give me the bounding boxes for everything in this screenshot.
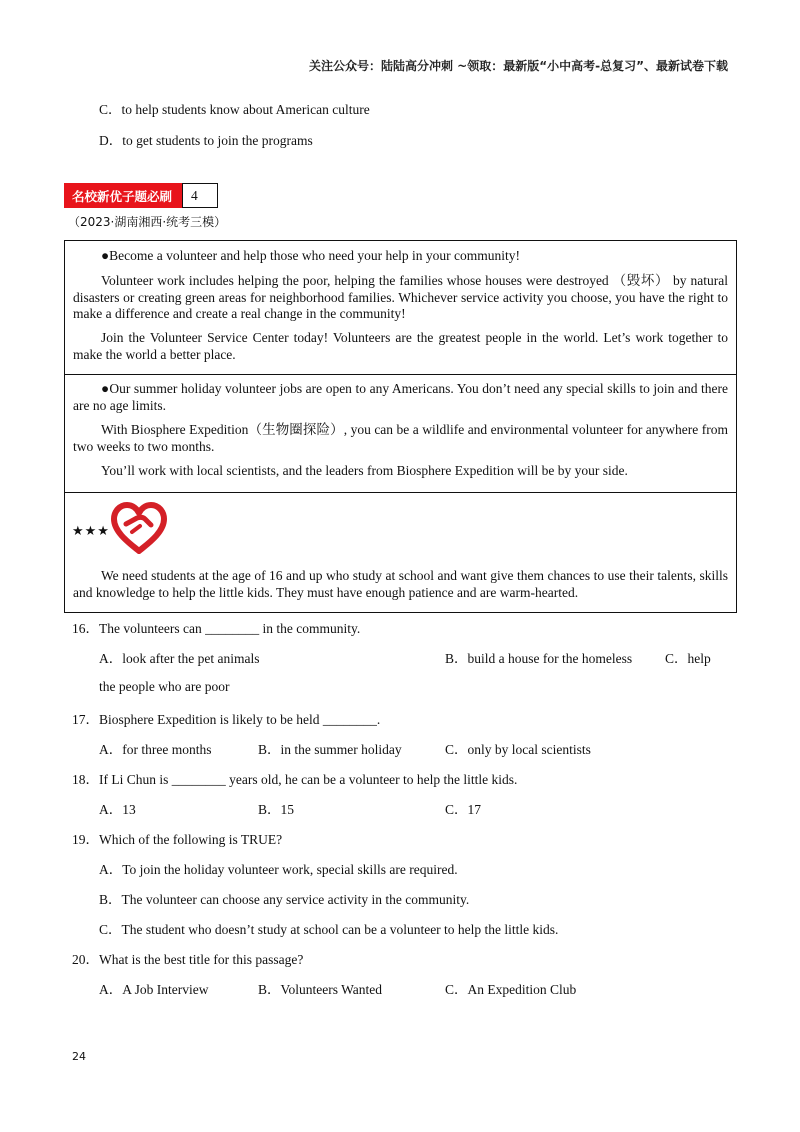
question-16-stem: 16．The volunteers can ________ in the community. [72, 621, 361, 636]
q17-option-c: C．only by local scientists [445, 742, 591, 757]
question-19-stem: 19．Which of the following is TRUE? [72, 832, 283, 847]
question-18-stem: 18．If Li Chun is ________ years old, he can be a volunteer to help the little kids. [72, 772, 518, 787]
q17-option-a: A．for three months [99, 742, 212, 757]
passage-section-1 [64, 240, 737, 375]
section1-para2: Volunteer work includes helping the poor, helping the families whose houses were destroyed （毁坏） by natural disasters or creating green areas for neighborhood families. Whichever service activity you choose, you have the right to make a difference and create a real change in the community! [73, 273, 728, 321]
section1-para3: Join the Volunteer Service Center today! Volunteers are the greatest people in the world. Let’s work together to make the world a better place. [73, 330, 728, 362]
page-number: 24 [72, 1050, 86, 1063]
section1-para1: ●Become a volunteer and help those who need your help in your community! [101, 248, 521, 263]
page-header: 关注公众号：陆陆高分冲刺 ~领取：最新版“小中高考-总复习”、最新试卷下载 [309, 59, 728, 73]
section2-para2: With Biosphere Expedition（生物圈探险）, you can be a wildlife and environmental volunteer for anywhere from two weeks to two months. [73, 422, 728, 454]
q16-option-b: B．build a house for the homeless [445, 651, 633, 666]
section2-para1: ●Our summer holiday volunteer jobs are open to any Americans. You don’t need any special skills to join and there are no age limits. [73, 381, 728, 413]
passage-section-3 [64, 492, 737, 613]
q17-option-b: B．in the summer holiday [258, 742, 402, 757]
question-20-stem: 20．What is the best title for this passage? [72, 952, 304, 967]
q16-option-c: C．help [665, 651, 711, 666]
badge-number: 4 [182, 183, 218, 208]
q18-option-a: A．13 [99, 802, 136, 817]
section-badge [64, 183, 218, 208]
q16-option-c-continued: the people who are poor [99, 679, 230, 694]
q19-option-a: A．To join the holiday volunteer work, special skills are required. [99, 862, 458, 877]
helping-hand-heart-icon [110, 502, 168, 554]
stars-rating: ★★★ [72, 523, 110, 538]
section3-para1: We need students at the age of 16 and up who study at school and want give them chances to use their talents, skills and knowledge to help the little kids. They must have enough patience and are warm-hearted. [73, 568, 728, 600]
section2-para3: You’ll work with local scientists, and the leaders from Biosphere Expedition will be by your side. [101, 463, 628, 478]
q18-option-c: C．17 [445, 802, 482, 817]
passage-section-2 [64, 374, 737, 493]
q16-option-a: A．look after the pet animals [99, 651, 260, 666]
q18-option-b: B．15 [258, 802, 295, 817]
q19-option-c: C．The student who doesn’t study at school can be a volunteer to help the little kids. [99, 922, 559, 937]
q20-option-a: A．A Job Interview [99, 982, 209, 997]
exam-source: （2023·湖南湘西·统考三模） [68, 215, 227, 229]
prev-option-c: C．to help students know about American culture [99, 102, 370, 117]
prev-option-d: D．to get students to join the programs [99, 133, 313, 148]
badge-label: 名校新优子题必刷 [64, 183, 182, 208]
q20-option-b: B．Volunteers Wanted [258, 982, 383, 997]
q20-option-c: C．An Expedition Club [445, 982, 577, 997]
q19-option-b: B．The volunteer can choose any service activity in the community. [99, 892, 470, 907]
question-17-stem: 17．Biosphere Expedition is likely to be held ________. [72, 712, 381, 727]
